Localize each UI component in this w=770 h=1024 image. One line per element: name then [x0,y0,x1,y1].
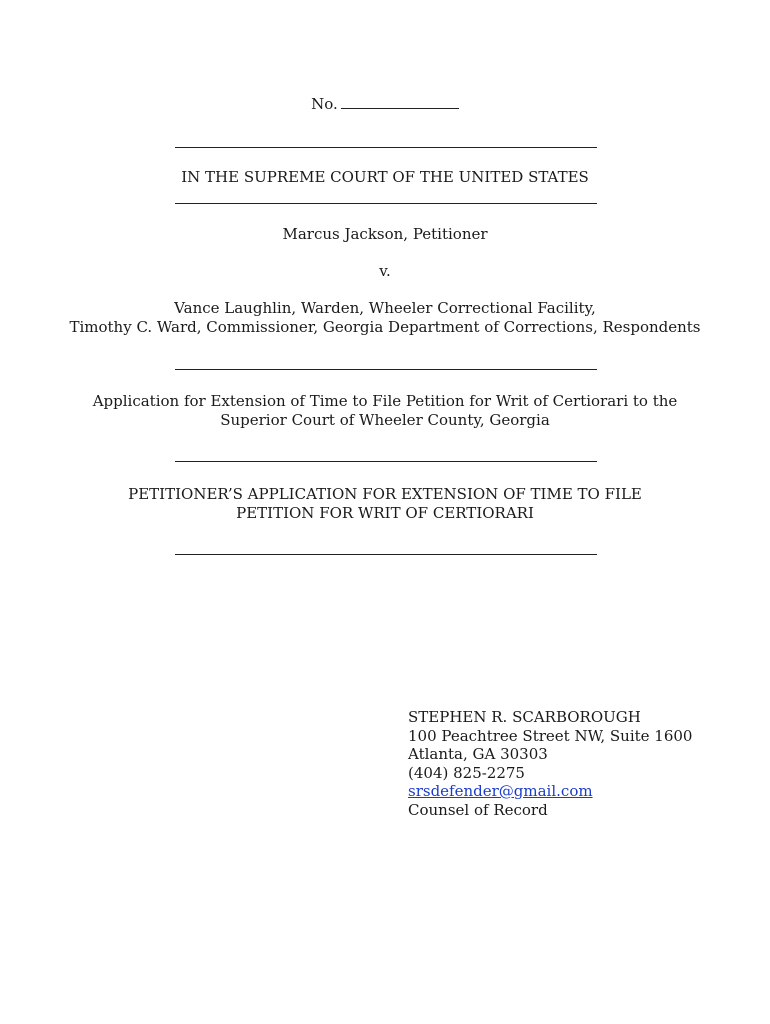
divider [175,554,597,555]
counsel-block [408,708,692,819]
counsel-email-link[interactable]: srsdefender@gmail.com [408,782,593,800]
docket-blank [341,94,459,109]
counsel-phone: (404) 825-2275 [408,763,525,782]
counsel-role: Counsel of Record [408,800,548,819]
docket-label: No. [311,95,338,113]
respondents-line-2: Timothy C. Ward, Commissioner, Georgia Department of Corrections, Respondents [69,318,701,336]
respondents-line-1: Vance Laughlin, Warden, Wheeler Correctional Facility, [174,299,596,317]
subtitle-line-1: Application for Extension of Time to File Petition for Writ of Certiorari to the [92,392,678,410]
subtitle-line-2: Superior Court of Wheeler County, Georgia [220,411,550,429]
petitioner: Marcus Jackson, Petitioner [282,225,488,243]
counsel-address-line-1: 100 Peachtree Street NW, Suite 1600 [408,726,693,745]
versus: v. [379,262,391,280]
divider [175,461,597,462]
docket-number [0,94,770,114]
divider [175,369,597,370]
divider [175,147,597,148]
document-title-line-1: PETITIONER’S APPLICATION FOR EXTENSION OF TIME TO FILE [128,485,642,503]
divider [175,203,597,204]
counsel-name: STEPHEN R. SCARBOROUGH [408,708,641,726]
court-name: IN THE SUPREME COURT OF THE UNITED STATES [181,168,589,186]
document-title-line-2: PETITION FOR WRIT OF CERTIORARI [236,504,534,522]
counsel-address-line-2: Atlanta, GA 30303 [408,745,548,763]
